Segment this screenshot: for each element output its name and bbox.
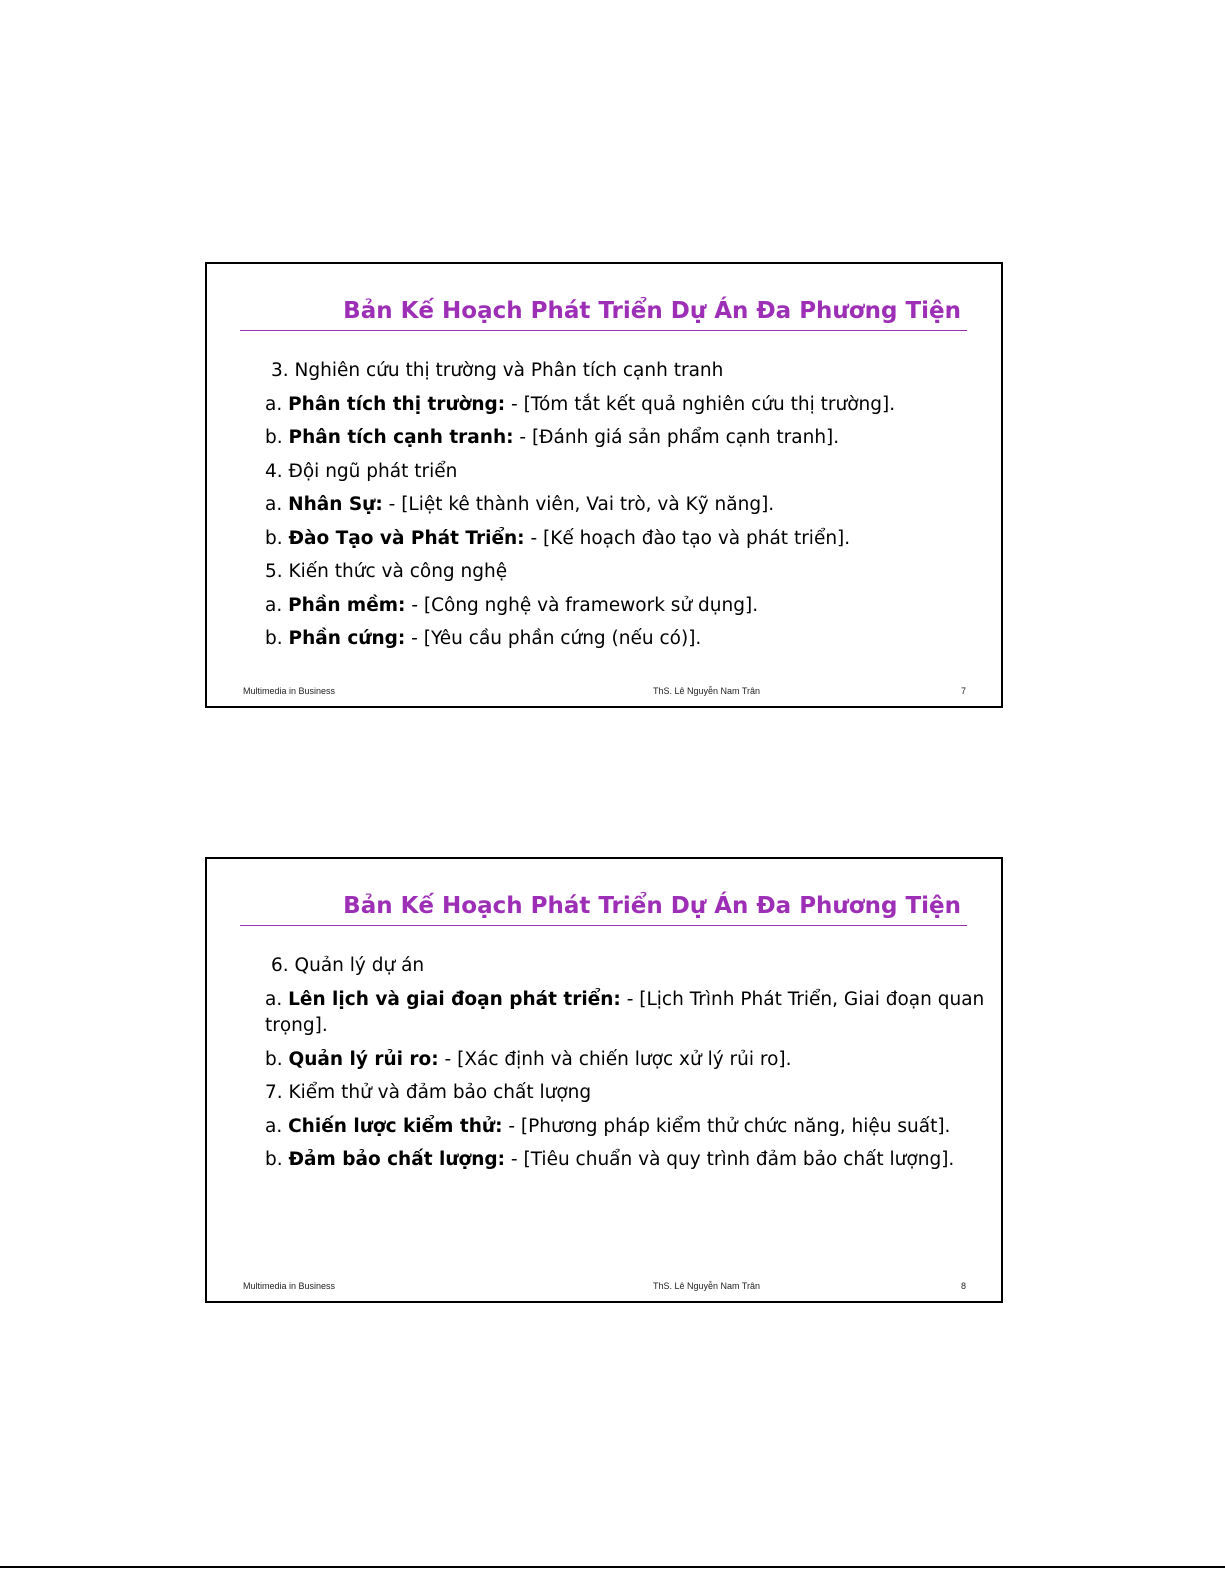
list-item-5a: a. Phần mềm: - [Công nghệ và framework sử dụng].: [265, 594, 759, 616]
list-item-4b: b. Đào Tạo và Phát Triển: - [Kế hoạch đào tạo và phát triển].: [265, 527, 851, 549]
item-text: - [Đánh giá sản phẩm cạnh tranh].: [513, 427, 840, 448]
section-heading-3: 3. Nghiên cứu thị trường và Phân tích cạnh tranh: [271, 360, 724, 381]
section-heading-5: 5. Kiến thức và công nghệ: [265, 561, 508, 582]
slide-body: [265, 354, 985, 656]
item-label: Nhân Sự:: [288, 494, 383, 515]
list-item-3b: b. Phân tích cạnh tranh: - [Đánh giá sản phẩm cạnh tranh].: [265, 427, 840, 448]
footer-author: ThS. Lê Nguyễn Nam Trân: [653, 686, 761, 696]
footer-course-name: Multimedia in Business: [243, 1281, 336, 1291]
item-text: - [Xác định và chiến lược xử lý rủi ro].: [438, 1048, 792, 1070]
item-text: - [Yêu cầu phần cứng (nếu có)].: [405, 628, 702, 649]
item-label: Đảm bảo chất lượng:: [288, 1149, 506, 1170]
slide-page-8: [205, 857, 1003, 1303]
slide-title: Bản Kế Hoạch Phát Triển Dự Án Đa Phương Tiện: [343, 298, 961, 324]
item-label: Đào Tạo và Phát Triển:: [288, 527, 525, 549]
footer-author: ThS. Lê Nguyễn Nam Trân: [653, 1281, 761, 1291]
item-text: - [Lịch Trình Phát Triển, Giai đoạn quan trọng].: [265, 988, 985, 1036]
item-label: Chiến lược kiểm thử:: [288, 1115, 503, 1137]
list-item-7b: b. Đảm bảo chất lượng: - [Tiêu chuẩn và quy trình đảm bảo chất lượng].: [265, 1149, 955, 1170]
title-underline: [240, 330, 967, 331]
title-underline: [240, 925, 967, 926]
item-label: Lên lịch và giai đoạn phát triển:: [288, 988, 621, 1010]
page-bottom-divider: [0, 1566, 1225, 1568]
list-item-7a: a. Chiến lược kiểm thử: - [Phương pháp kiểm thử chức năng, hiệu suất].: [265, 1115, 951, 1137]
section-heading-7: 7. Kiểm thử và đảm bảo chất lượng: [265, 1082, 592, 1103]
list-item-6a: a. Lên lịch và giai đoạn phát triển: - [Lịch Trình Phát Triển, Giai đoạn quan trọng].: [265, 988, 985, 1036]
item-text: - [Phương pháp kiểm thử chức năng, hiệu suất].: [502, 1115, 951, 1137]
list-item-4a: a. Nhân Sự: - [Liệt kê thành viên, Vai trò, và Kỹ năng].: [265, 494, 775, 515]
slide-page-7: [205, 262, 1003, 708]
slide-body: [265, 949, 985, 1177]
item-text: - [Công nghệ và framework sử dụng].: [405, 594, 759, 616]
item-label: Phần mềm:: [288, 594, 406, 616]
item-text: - [Liệt kê thành viên, Vai trò, và Kỹ năng].: [382, 494, 775, 515]
page-number: 8: [961, 1281, 967, 1291]
section-heading-4: 4. Đội ngũ phát triển: [265, 460, 458, 482]
item-label: Quản lý rủi ro:: [288, 1048, 439, 1070]
item-label: Phần cứng:: [288, 628, 406, 649]
slide-title: Bản Kế Hoạch Phát Triển Dự Án Đa Phương Tiện: [343, 893, 961, 919]
section-heading-6: 6. Quản lý dự án: [271, 955, 425, 976]
footer-course-name: Multimedia in Business: [243, 686, 336, 696]
page-number: 7: [961, 686, 967, 696]
list-item-5b: b. Phần cứng: - [Yêu cầu phần cứng (nếu có)].: [265, 628, 702, 649]
item-text: - [Tóm tắt kết quả nghiên cứu thị trường].: [505, 393, 896, 415]
item-text: - [Kế hoạch đào tạo và phát triển].: [524, 527, 851, 549]
item-label: Phân tích thị trường:: [288, 393, 506, 415]
item-label: Phân tích cạnh tranh:: [288, 427, 514, 448]
list-item-3a: a. Phân tích thị trường: - [Tóm tắt kết quả nghiên cứu thị trường].: [265, 393, 896, 415]
list-item-6b: b. Quản lý rủi ro: - [Xác định và chiến lược xử lý rủi ro].: [265, 1048, 792, 1070]
item-text: - [Tiêu chuẩn và quy trình đảm bảo chất lượng].: [505, 1149, 955, 1170]
